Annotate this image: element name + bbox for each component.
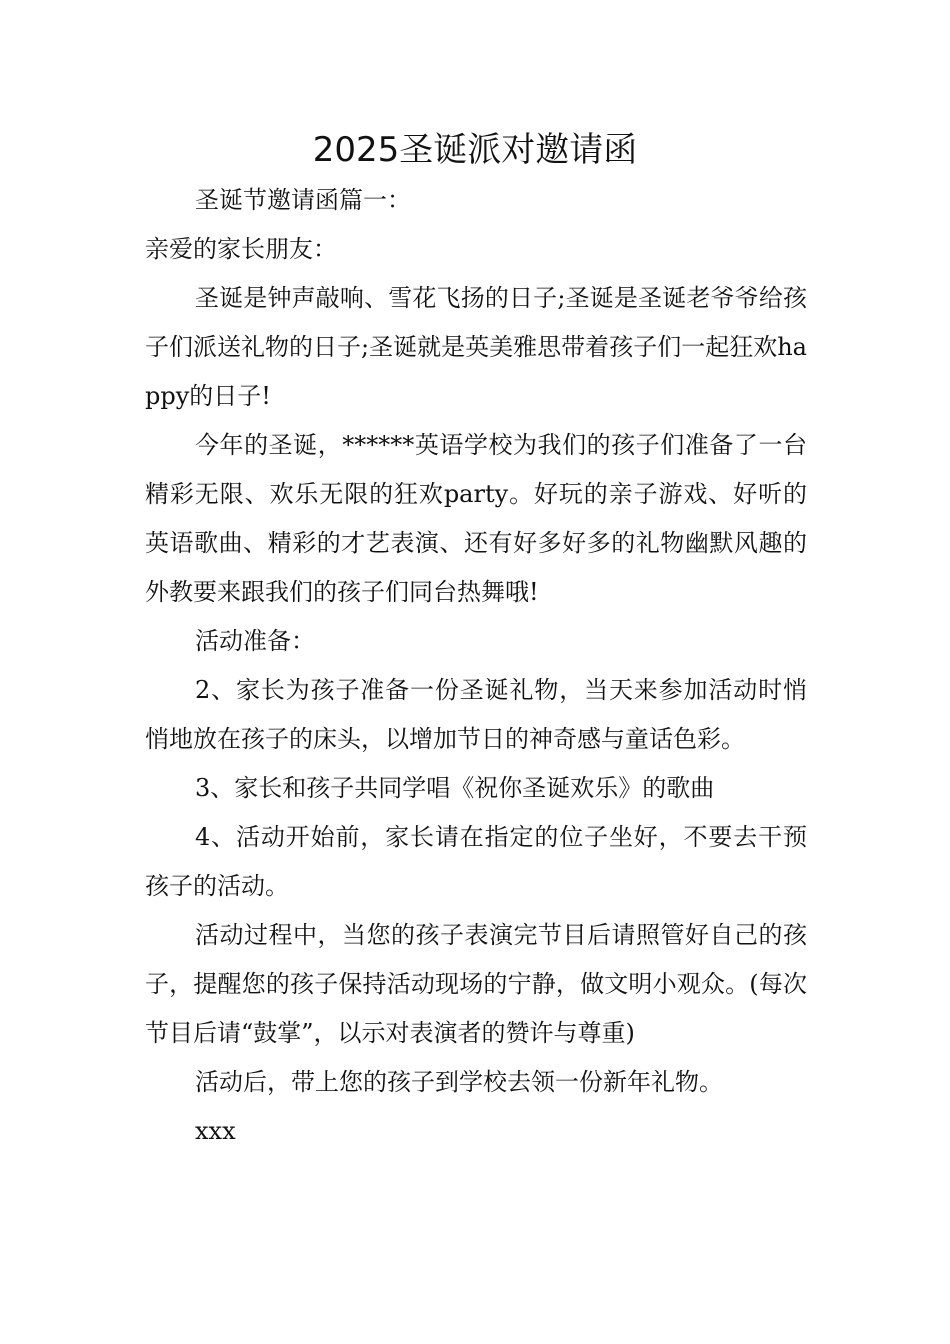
document-title: 2025圣诞派对邀请函	[312, 130, 638, 170]
signature: xxx	[195, 1117, 236, 1145]
paragraph-item-2: 2、家长为孩子准备一份圣诞礼物，当天来参加活动时悄悄地放在孩子的床头，以增加节日的神奇感与童话色彩。	[145, 676, 807, 753]
paragraph-item-4: 4、活动开始前，家长请在指定的位子坐好，不要去干预孩子的活动。	[145, 823, 807, 900]
paragraph-after-activity: 活动后，带上您的孩子到学校去领一份新年礼物。	[195, 1068, 723, 1096]
paragraph-preparation-heading: 活动准备：	[195, 627, 315, 655]
section-heading: 圣诞节邀请函篇一：	[195, 186, 411, 214]
paragraph-during-activity: 活动过程中，当您的孩子表演完节目后请照管好自己的孩子，提醒您的孩子保持活动现场的宁静，做文明小观众。(每次节目后请“鼓掌”，以示对表演者的赞许与尊重)	[145, 921, 807, 1047]
salutation: 亲爱的家长朋友：	[145, 235, 337, 263]
paragraph-item-3: 3、家长和孩子共同学唱《祝你圣诞欢乐》的歌曲	[195, 774, 715, 802]
paragraph-event: 今年的圣诞，******英语学校为我们的孩子们准备了一台精彩无限、欢乐无限的狂欢party。好玩的亲子游戏、好听的英语歌曲、精彩的才艺表演、还有好多好多的礼物幽默风趣的外教要来跟我们的孩子们同台热舞哦!	[145, 431, 807, 606]
paragraph-intro: 圣诞是钟声敲响、雪花飞扬的日子;圣诞是圣诞老爷爷给孩子们派送礼物的日子;圣诞就是英美雅思带着孩子们一起狂欢happy的日子!	[145, 284, 807, 410]
document-body	[145, 176, 807, 1156]
